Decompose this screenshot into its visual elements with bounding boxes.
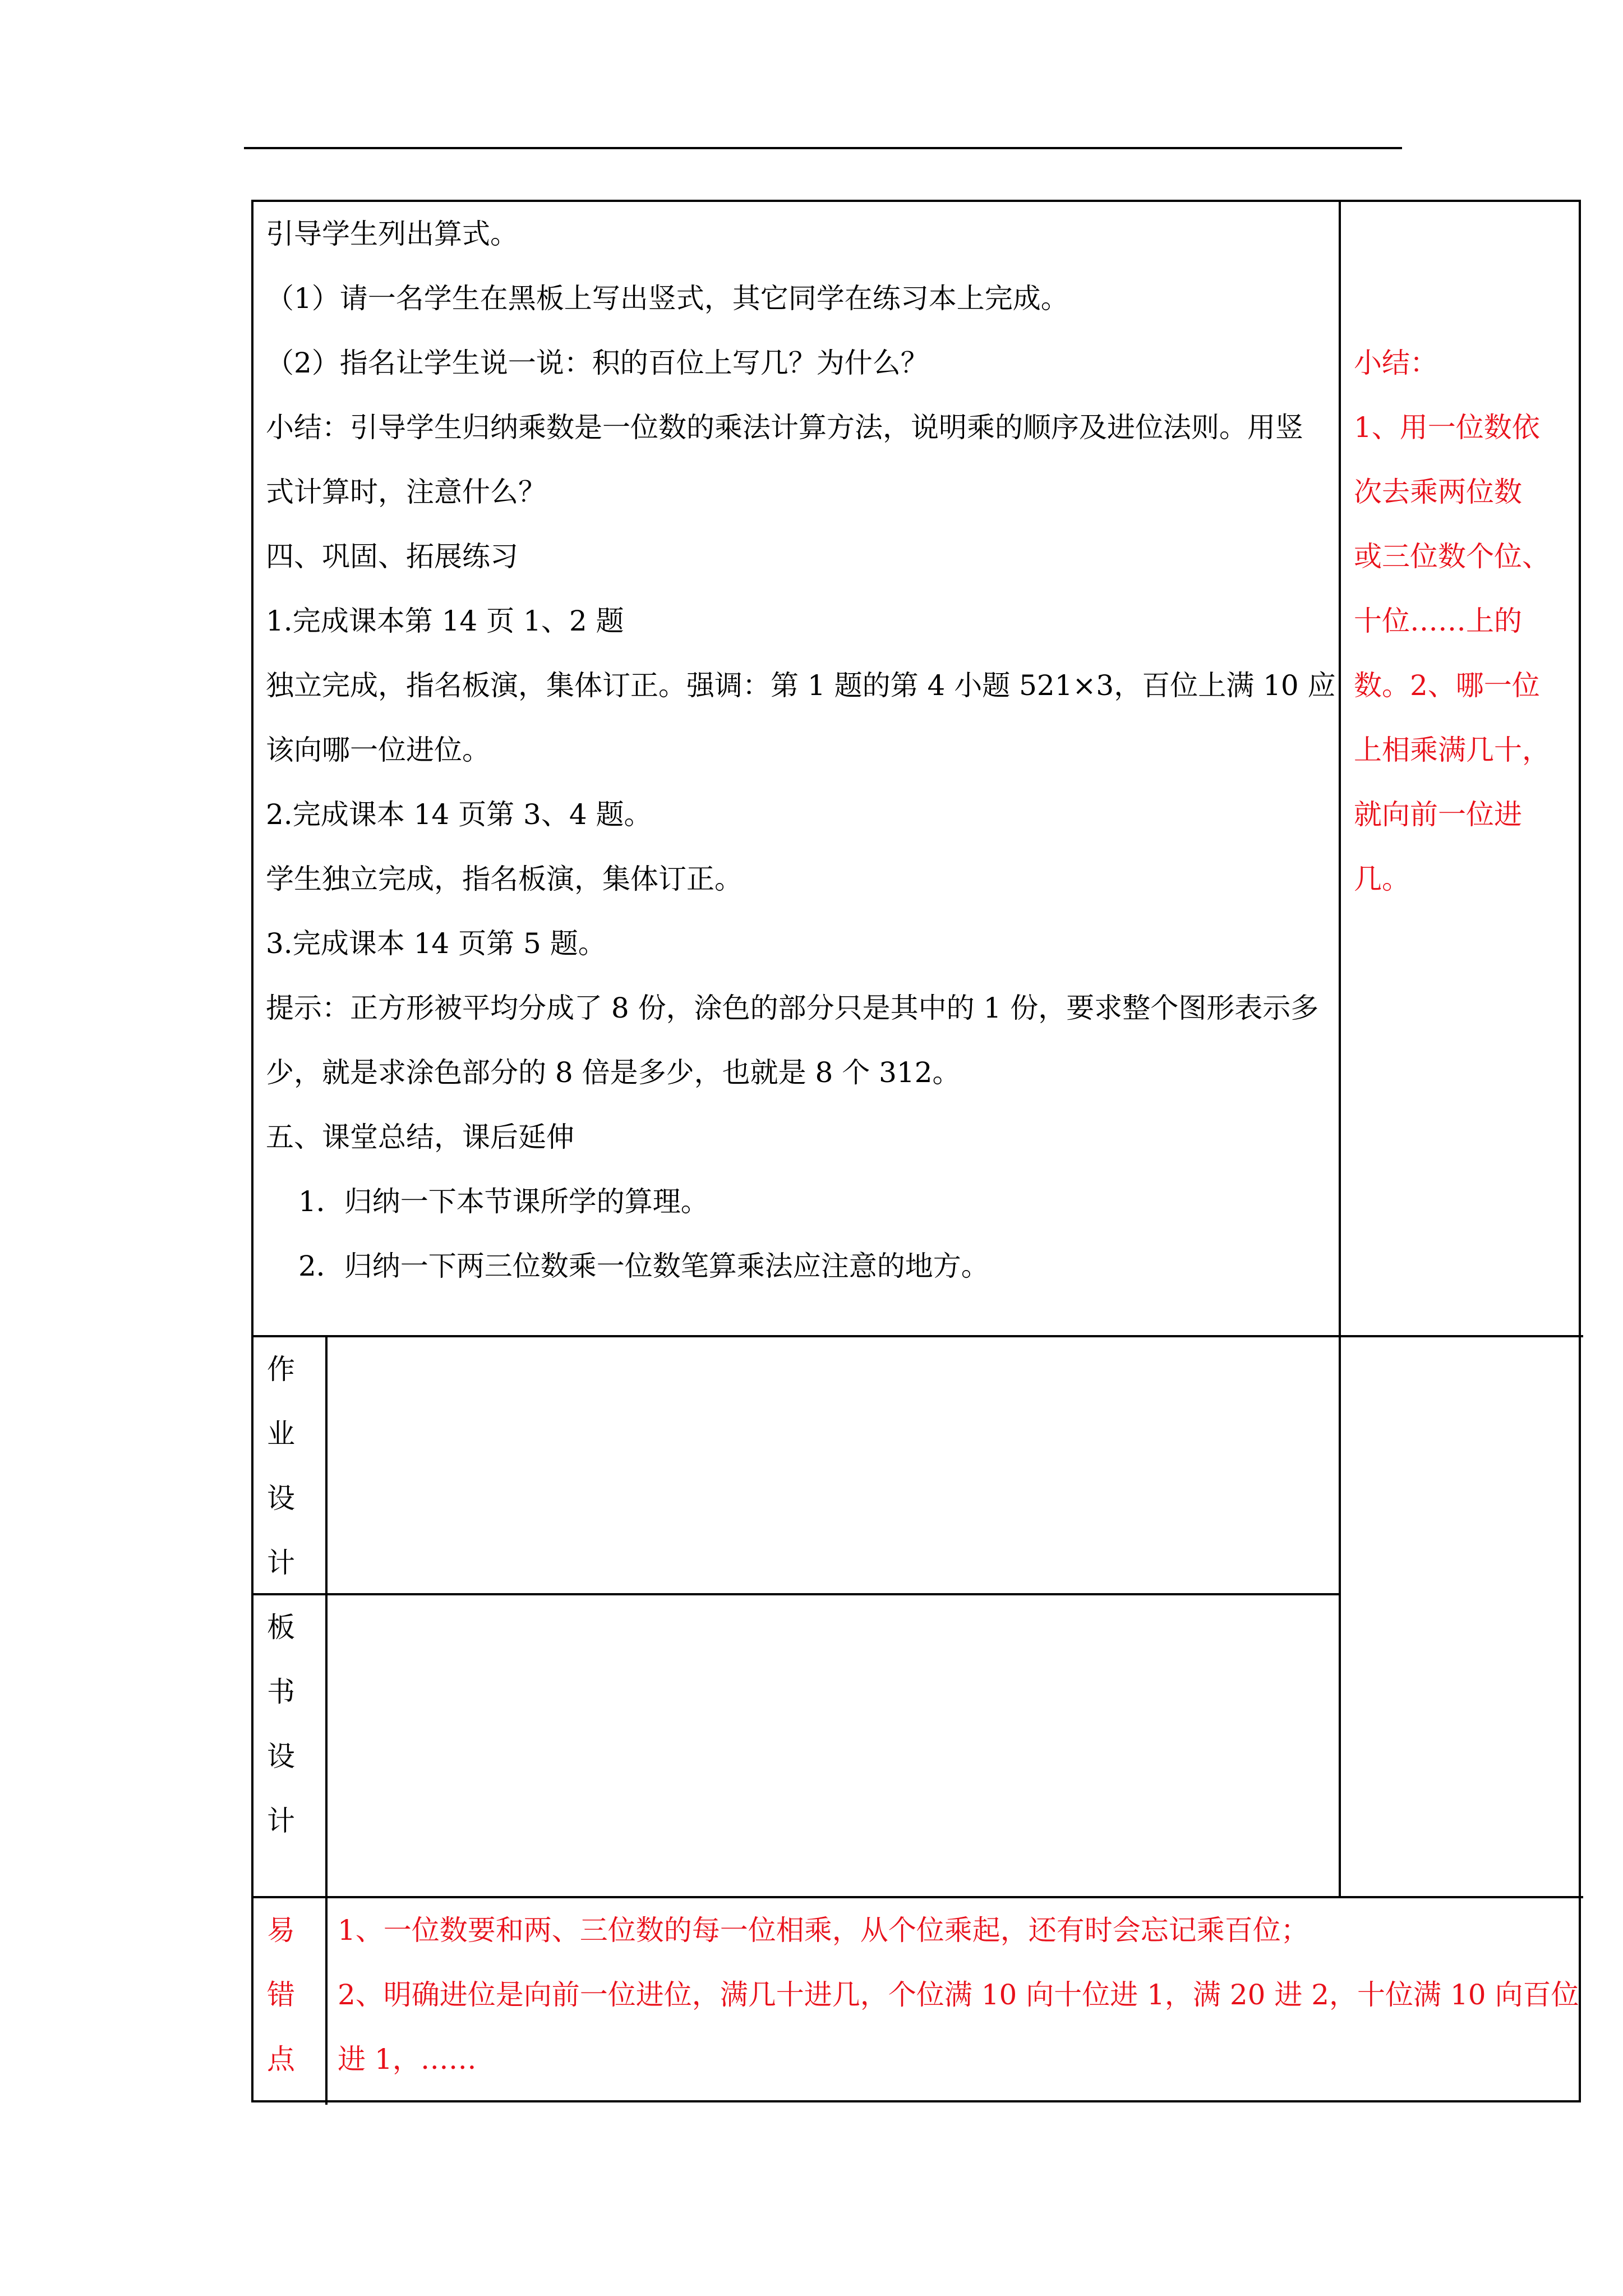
errors-line: 1、一位数要和两、三位数的每一位相乘，从个位乘起，还有时会忘记乘百位； — [338, 1914, 1309, 1947]
divider-label-col — [325, 1335, 328, 2105]
main-line: 2.完成课本 14 页第 3、4 题。 — [266, 798, 652, 831]
side-note-line: 1、用一位数依 — [1354, 411, 1540, 444]
main-line: 3.完成课本 14 页第 5 题。 — [266, 927, 606, 960]
board-label — [267, 1595, 295, 1853]
label-char: 点 — [267, 2043, 295, 2076]
side-note-line: 或三位数个位、 — [1354, 540, 1550, 573]
label-char: 业 — [267, 1418, 295, 1450]
errors-line: 进 1，…… — [338, 2043, 477, 2076]
side-note-line: 就向前一位进 — [1354, 798, 1522, 831]
side-note-line: 次去乘两位数 — [1354, 476, 1522, 508]
main-line: 引导学生列出算式。 — [266, 218, 518, 250]
side-note-line: 小结： — [1354, 347, 1438, 379]
side-note — [1354, 331, 1550, 912]
header-rule — [244, 147, 1402, 149]
main-line: 学生独立完成，指名板演，集体订正。 — [266, 863, 743, 895]
section-heading: 五、课堂总结，课后延伸 — [266, 1121, 574, 1153]
side-note-line: 十位……上的 — [1354, 605, 1522, 637]
main-line: 式计算时，注意什么？ — [266, 476, 546, 508]
main-line: 独立完成，指名板演，集体订正。强调：第 1 题的第 4 小题 521×3，百位上满 10 应 — [266, 669, 1336, 702]
side-note-line: 数。2、哪一位 — [1354, 669, 1540, 702]
label-char: 书 — [267, 1676, 295, 1708]
label-char: 计 — [267, 1547, 295, 1579]
lesson-table — [251, 200, 1581, 2102]
divider-main-side — [1339, 202, 1341, 1898]
homework-label — [267, 1337, 295, 1595]
main-line: （1）请一名学生在黑板上写出竖式，其它同学在练习本上完成。 — [266, 282, 1069, 315]
divider-row2 — [253, 1593, 1341, 1595]
errors-line: 2、明确进位是向前一位进位，满几十进几，个位满 10 向十位进 1，满 20 进 2，十位满 10 向百位 — [338, 1978, 1579, 2011]
side-note-line: 上相乘满几十， — [1354, 734, 1550, 766]
main-line: 提示：正方形被平均分成了 8 份，涂色的部分只是其中的 1 份，要求整个图形表示多 — [266, 992, 1319, 1024]
label-char: 设 — [267, 1482, 295, 1515]
main-line: （2）指名让学生说一说：积的百位上写几？为什么？ — [266, 347, 929, 379]
label-char: 易 — [267, 1914, 295, 1947]
main-line: 1.完成课本第 14 页 1、2 题 — [266, 605, 624, 637]
summary-item: 1．归纳一下本节课所学的算理。 — [298, 1185, 709, 1218]
side-note-line: 几。 — [1354, 863, 1410, 895]
errors-label — [267, 1898, 295, 2092]
label-char: 设 — [267, 1740, 295, 1773]
main-line: 该向哪一位进位。 — [266, 734, 490, 766]
label-char: 计 — [267, 1805, 295, 1837]
main-line: 小结：引导学生归纳乘数是一位数的乘法计算方法，说明乘的顺序及进位法则。用竖 — [266, 411, 1303, 444]
divider-row1 — [253, 1335, 1583, 1337]
main-line: 少，就是求涂色部分的 8 倍是多少，也就是 8 个 312。 — [266, 1056, 961, 1089]
section-heading: 四、巩固、拓展练习 — [266, 540, 518, 573]
label-char: 板 — [267, 1611, 295, 1644]
summary-item: 2．归纳一下两三位数乘一位数笔算乘法应注意的地方。 — [298, 1250, 989, 1282]
label-char: 作 — [267, 1353, 295, 1386]
label-char: 错 — [267, 1978, 295, 2011]
